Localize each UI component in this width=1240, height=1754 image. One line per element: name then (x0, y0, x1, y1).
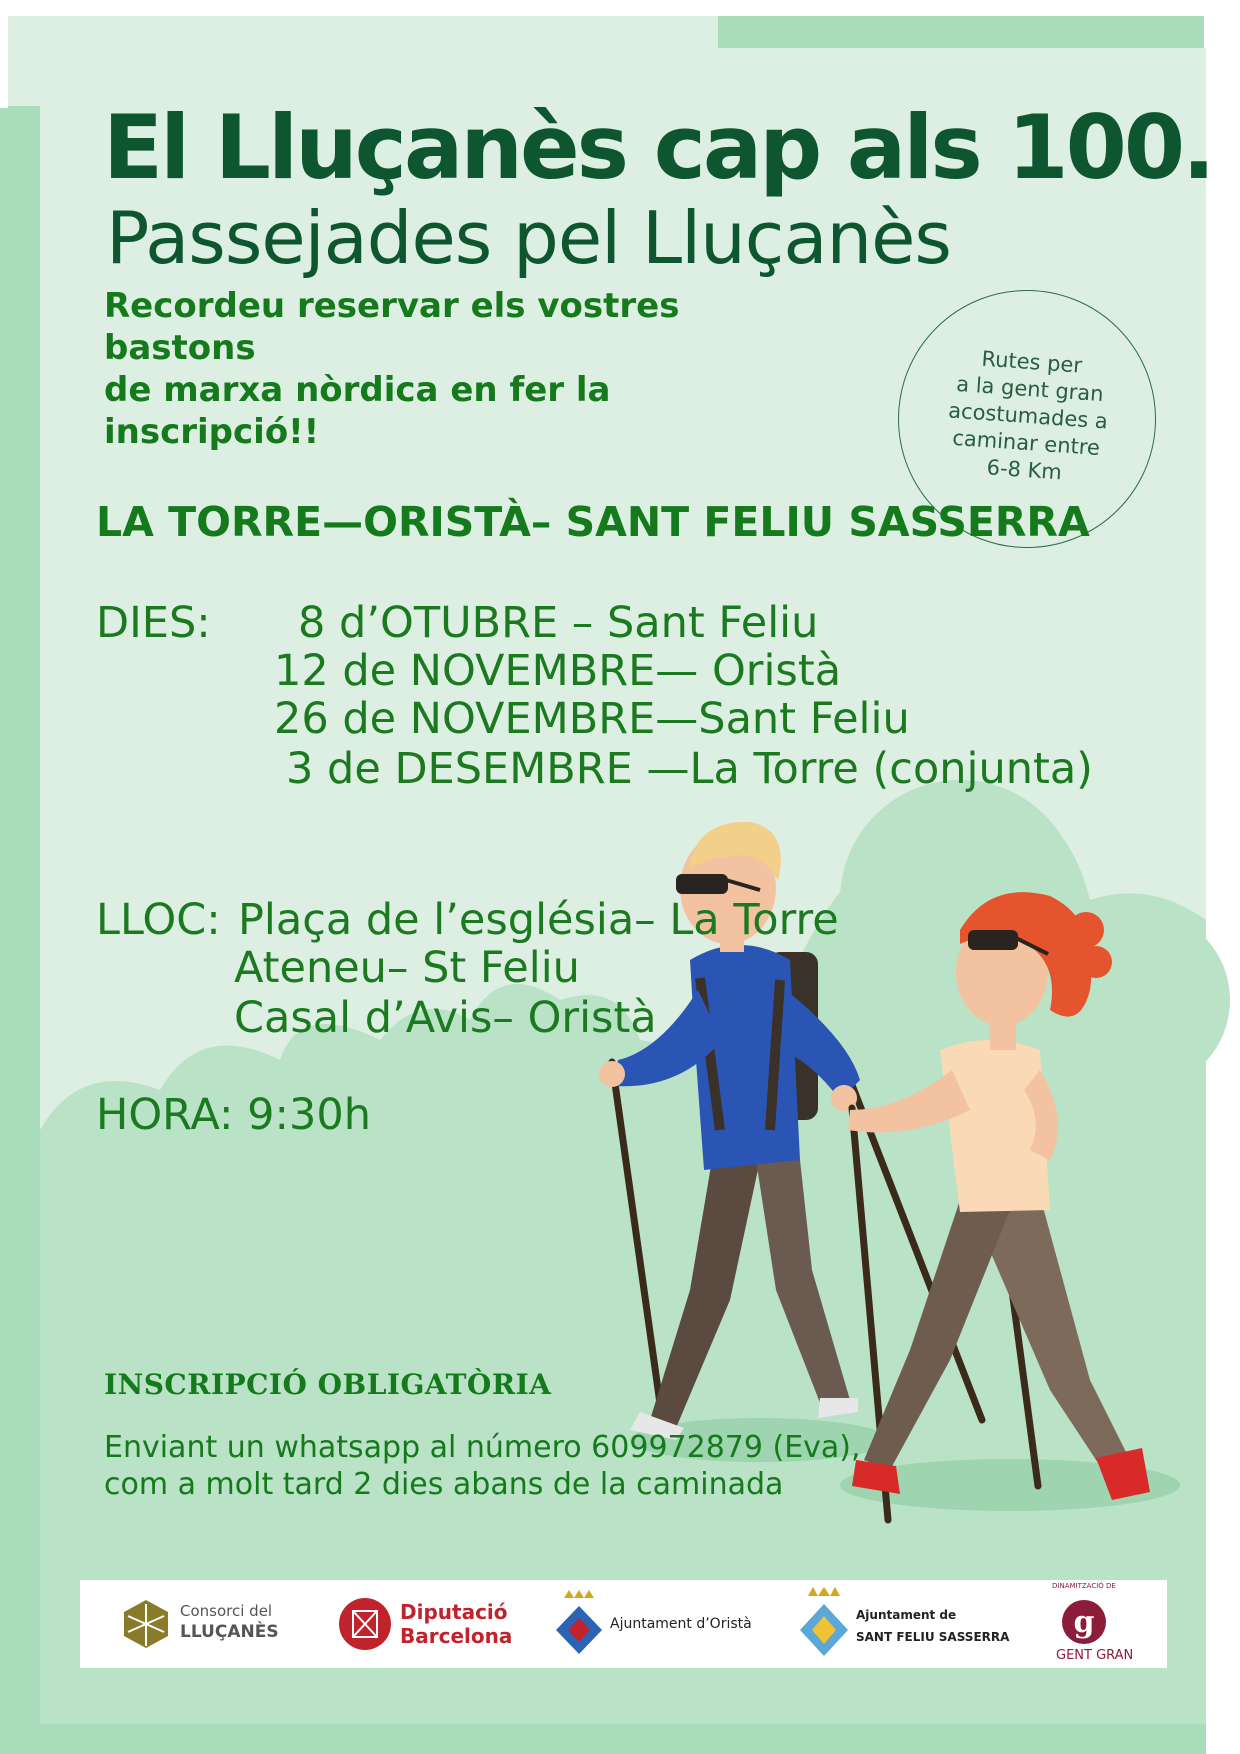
svg-text:g: g (1073, 1605, 1095, 1640)
consorci-line-1: Consorci del (180, 1602, 273, 1620)
sponsor-logo-bar (80, 1580, 1167, 1668)
badge-text: Rutes per a la gent gran acostumades a caminar entre 6-8 Km (947, 346, 1109, 485)
registration-title: INSCRIPCIÓ OBLIGATÒRIA (104, 1368, 552, 1401)
poster-title: El Lluçanès cap als 100. (103, 96, 1213, 199)
reminder-text (104, 285, 824, 453)
date-item: 12 de NOVEMBRE— Oristà (274, 646, 842, 696)
date-item: 3 de DESEMBRE —La Torre (conjunta) (286, 744, 1093, 794)
diputacio-line-2: Barcelona (400, 1624, 513, 1648)
place-label: LLOC: (96, 895, 221, 945)
gent-gran-bottom-text: GENT GRAN (1056, 1648, 1134, 1663)
place-item: Plaça de l’església– La Torre (238, 895, 839, 945)
consorci-llucanes-logo (120, 1580, 290, 1668)
ajuntament-orista-logo (554, 1580, 754, 1668)
sant-feliu-coat-of-arms-icon (798, 1584, 850, 1660)
dates-label: DIES: (96, 598, 211, 648)
diputacio-seal-icon (338, 1597, 392, 1651)
ajuntament-sant-feliu-logo (798, 1580, 1010, 1668)
sant-feliu-line-1: Ajuntament de (856, 1608, 957, 1622)
reminder-line-1: Recordeu reservar els vostres bastons (104, 286, 680, 368)
gent-gran-top-text: DINAMITZACIÓ DE (1052, 1582, 1116, 1590)
consorci-line-2: LLUÇANÈS (180, 1622, 279, 1642)
diputacio-barcelona-logo (338, 1580, 513, 1668)
consorci-leaf-icon (120, 1598, 172, 1650)
poster-subtitle: Passejades pel Lluçanès (106, 196, 951, 280)
registration-line-2: com a molt tard 2 dies abans de la caminada (104, 1467, 784, 1502)
place-item: Casal d’Avis– Oristà (234, 993, 657, 1043)
gent-gran-logo (1044, 1580, 1144, 1668)
date-item: 26 de NOVEMBRE—Sant Feliu (274, 694, 910, 744)
place-item: Ateneu– St Feliu (234, 943, 580, 993)
time-text: HORA: 9:30h (96, 1090, 371, 1140)
orista-coat-of-arms-icon (554, 1588, 604, 1658)
date-item: 8 d’OTUBRE – Sant Feliu (298, 598, 819, 648)
orista-name: Ajuntament d’Oristà (610, 1616, 752, 1632)
route-title: LA TORRE—ORISTÀ– SANT FELIU SASSERRA (96, 498, 1090, 546)
sant-feliu-line-2: SANT FELIU SASSERRA (856, 1630, 1010, 1644)
registration-line-1: Enviant un whatsapp al número 609972879 (Eva), (104, 1430, 861, 1465)
diputacio-line-1: Diputació (400, 1600, 508, 1624)
reminder-line-2: de marxa nòrdica en fer la inscripció!! (104, 370, 611, 452)
